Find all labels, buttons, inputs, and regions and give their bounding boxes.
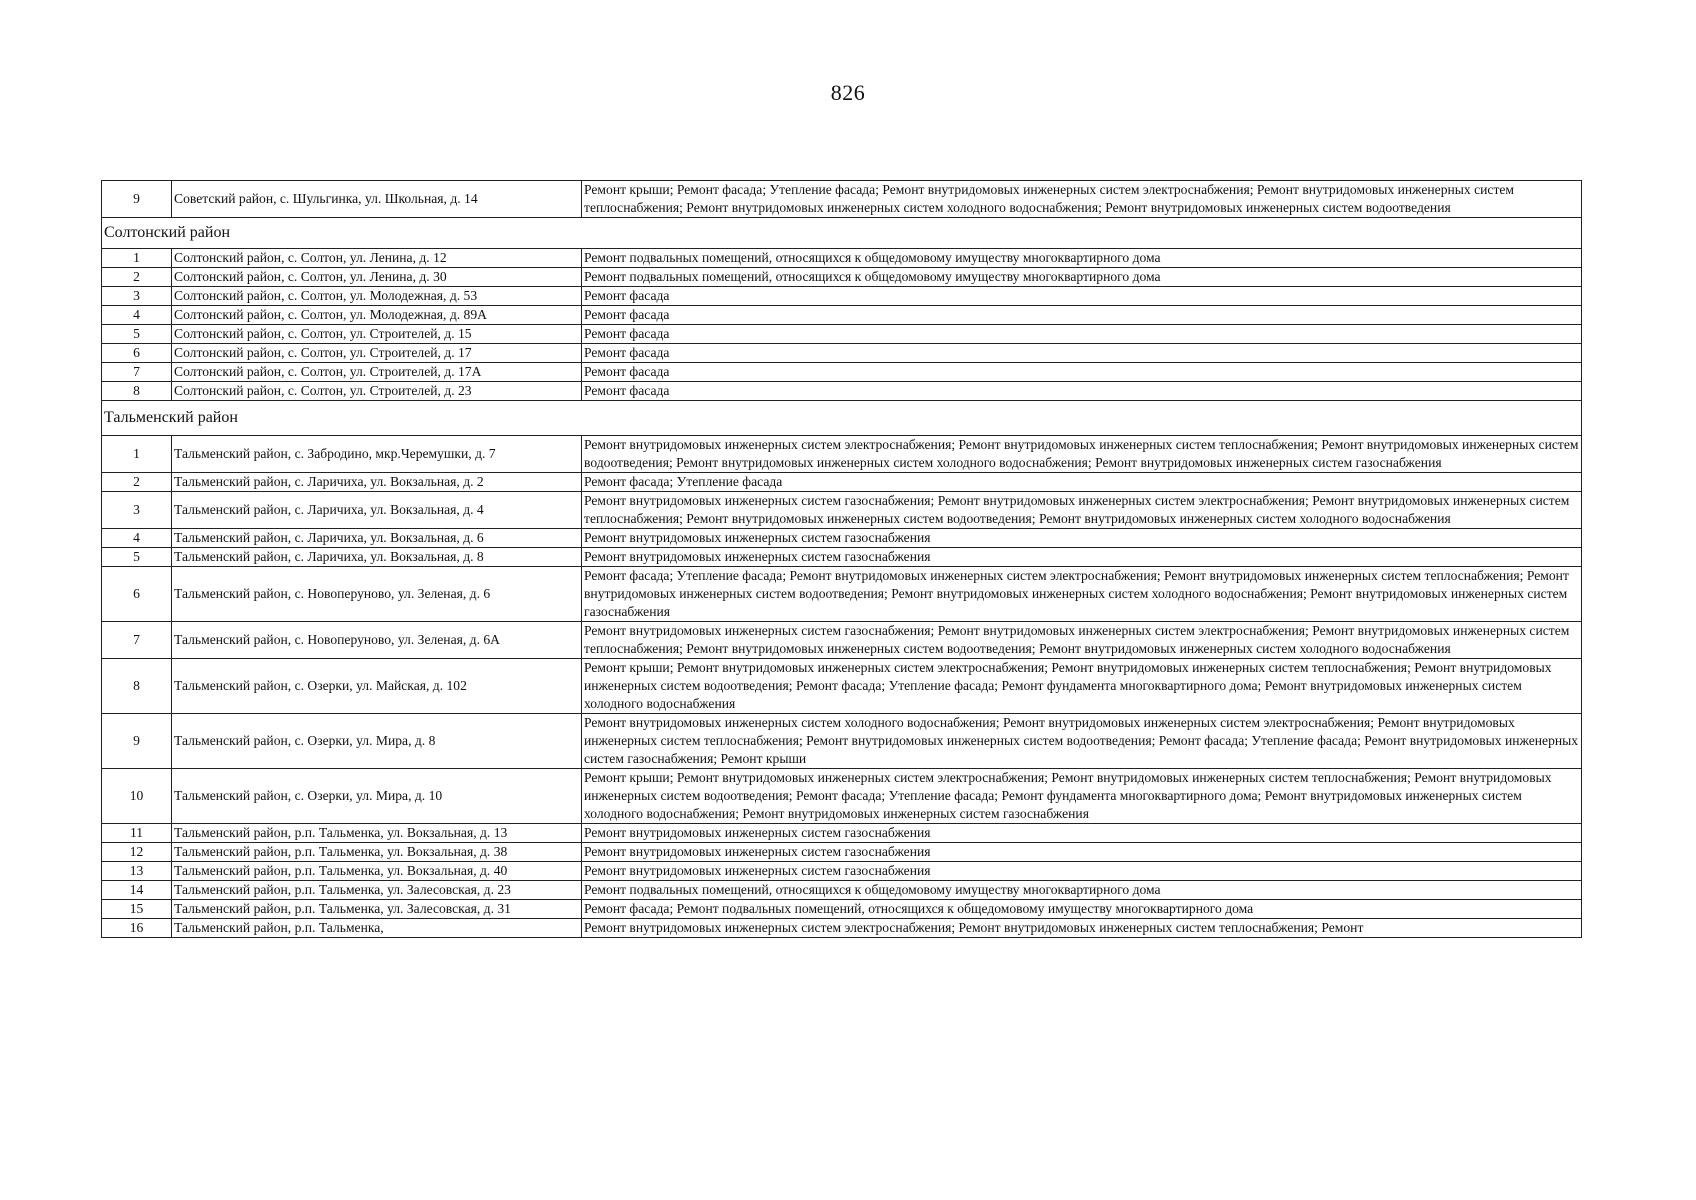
works-cell: Ремонт крыши; Ремонт внутридомовых инженерных систем электроснабжения; Ремонт внутридомовых инженерных систем теплоснабжения; Ремонт внутридомовых инженерных систем водоотведения; Ремонт фасада; Утепление фасада; Ремонт фундамента многоквартирного дома; Ремонт внутридомовых инженерных систем холодного водоснабжения [582,659,1582,714]
works-cell: Ремонт подвальных помещений, относящихся к общедомовому имуществу многоквартирного дома [582,881,1582,900]
section-title: Тальменский район [102,401,1582,436]
address-cell: Тальменский район, р.п. Тальменка, ул. Вокзальная, д. 13 [172,824,582,843]
works-cell: Ремонт внутридомовых инженерных систем газоснабжения [582,862,1582,881]
row-number-cell: 6 [102,567,172,622]
address-cell: Тальменский район, р.п. Тальменка, ул. Вокзальная, д. 40 [172,862,582,881]
address-cell: Солтонский район, с. Солтон, ул. Строителей, д. 17 [172,344,582,363]
row-number-cell: 5 [102,325,172,344]
address-cell: Солтонский район, с. Солтон, ул. Строителей, д. 23 [172,382,582,401]
works-cell: Ремонт внутридомовых инженерных систем газоснабжения [582,529,1582,548]
address-cell: Тальменский район, с. Ларичиха, ул. Вокзальная, д. 4 [172,492,582,529]
table-row [102,567,1582,622]
works-cell: Ремонт внутридомовых инженерных систем газоснабжения [582,548,1582,567]
address-cell: Тальменский район, с. Новоперуново, ул. Зеленая, д. 6 [172,567,582,622]
address-cell: Солтонский район, с. Солтон, ул. Строителей, д. 17А [172,363,582,382]
works-cell: Ремонт фасада [582,287,1582,306]
works-cell: Ремонт внутридомовых инженерных систем электроснабжения; Ремонт внутридомовых инженерных систем теплоснабжения; Ремонт [582,919,1582,938]
works-cell: Ремонт фасада [582,344,1582,363]
works-cell: Ремонт фасада; Утепление фасада [582,473,1582,492]
address-cell: Солтонский район, с. Солтон, ул. Строителей, д. 15 [172,325,582,344]
address-cell: Солтонский район, с. Солтон, ул. Молодежная, д. 89А [172,306,582,325]
table-row [102,306,1582,325]
row-number-cell: 10 [102,769,172,824]
works-cell: Ремонт подвальных помещений, относящихся к общедомовому имуществу многоквартирного дома [582,268,1582,287]
page-number: 826 [830,80,866,105]
table-row [102,382,1582,401]
row-number-cell: 1 [102,436,172,473]
table-row [102,881,1582,900]
row-number-cell: 7 [102,622,172,659]
address-cell: Советский район, с. Шульгинка, ул. Школьная, д. 14 [172,181,582,218]
address-cell: Тальменский район, с. Озерки, ул. Майская, д. 102 [172,659,582,714]
table-row [102,181,1582,218]
address-cell: Тальменский район, с. Забродино, мкр.Черемушки, д. 7 [172,436,582,473]
table-row [102,548,1582,567]
works-cell: Ремонт фасада [582,382,1582,401]
table-row [102,268,1582,287]
address-cell: Тальменский район, с. Озерки, ул. Мира, д. 8 [172,714,582,769]
section-title: Солтонский район [102,218,1582,249]
works-cell: Ремонт фасада [582,306,1582,325]
table-row [102,900,1582,919]
row-number-cell: 12 [102,843,172,862]
address-cell: Тальменский район, р.п. Тальменка, [172,919,582,938]
address-cell: Тальменский район, с. Ларичиха, ул. Вокзальная, д. 2 [172,473,582,492]
table-row [102,492,1582,529]
row-number-cell: 4 [102,529,172,548]
table-row [102,529,1582,548]
works-cell: Ремонт внутридомовых инженерных систем газоснабжения; Ремонт внутридомовых инженерных систем электроснабжения; Ремонт внутридомовых инженерных систем теплоснабжения; Ремонт внутридомовых инженерных систем водоотведения; Ремонт внутридомовых инженерных систем холодного водоснабжения [582,622,1582,659]
address-cell: Тальменский район, р.п. Тальменка, ул. Вокзальная, д. 38 [172,843,582,862]
section-row [102,401,1582,436]
table-row [102,824,1582,843]
row-number-cell: 9 [102,714,172,769]
address-cell: Тальменский район, с. Озерки, ул. Мира, д. 10 [172,769,582,824]
table-row [102,919,1582,938]
works-cell: Ремонт фасада [582,325,1582,344]
address-cell: Тальменский район, р.п. Тальменка, ул. Залесовская, д. 31 [172,900,582,919]
address-cell: Тальменский район, р.п. Тальменка, ул. Залесовская, д. 23 [172,881,582,900]
row-number-cell: 7 [102,363,172,382]
works-cell: Ремонт подвальных помещений, относящихся к общедомовому имуществу многоквартирного дома [582,249,1582,268]
table-row [102,287,1582,306]
table-row [102,714,1582,769]
works-cell: Ремонт крыши; Ремонт фасада; Утепление фасада; Ремонт внутридомовых инженерных систем электроснабжения; Ремонт внутридомовых инженерных систем теплоснабжения; Ремонт внутридомовых инженерных систем холодного водоснабжения; Ремонт внутридомовых инженерных систем водоотведения [582,181,1582,218]
row-number-cell: 8 [102,382,172,401]
row-number-cell: 9 [102,181,172,218]
row-number-cell: 1 [102,249,172,268]
table-row [102,436,1582,473]
works-cell: Ремонт фасада; Ремонт подвальных помещений, относящихся к общедомовому имуществу многоквартирного дома [582,900,1582,919]
row-number-cell: 14 [102,881,172,900]
address-cell: Солтонский район, с. Солтон, ул. Ленина, д. 12 [172,249,582,268]
table-row [102,769,1582,824]
repair-schedule-table [101,180,1582,938]
row-number-cell: 2 [102,473,172,492]
table-row [102,622,1582,659]
row-number-cell: 13 [102,862,172,881]
table-row [102,325,1582,344]
row-number-cell: 3 [102,492,172,529]
address-cell: Солтонский район, с. Солтон, ул. Молодежная, д. 53 [172,287,582,306]
works-cell: Ремонт внутридомовых инженерных систем холодного водоснабжения; Ремонт внутридомовых инженерных систем электроснабжения; Ремонт внутридомовых инженерных систем теплоснабжения; Ремонт внутридомовых инженерных систем водоотведения; Ремонт фасада; Утепление фасада; Ремонт внутридомовых инженерных систем газоснабжения; Ремонт крыши [582,714,1582,769]
row-number-cell: 2 [102,268,172,287]
works-cell: Ремонт внутридомовых инженерных систем газоснабжения; Ремонт внутридомовых инженерных систем электроснабжения; Ремонт внутридомовых инженерных систем теплоснабжения; Ремонт внутридомовых инженерных систем водоотведения; Ремонт внутридомовых инженерных систем холодного водоснабжения [582,492,1582,529]
row-number-cell: 8 [102,659,172,714]
works-cell: Ремонт внутридомовых инженерных систем электроснабжения; Ремонт внутридомовых инженерных систем теплоснабжения; Ремонт внутридомовых инженерных систем водоотведения; Ремонт внутридомовых инженерных систем холодного водоснабжения; Ремонт внутридомовых инженерных систем газоснабжения [582,436,1582,473]
table-row [102,249,1582,268]
works-cell: Ремонт фасада; Утепление фасада; Ремонт внутридомовых инженерных систем электроснабжения; Ремонт внутридомовых инженерных систем теплоснабжения; Ремонт внутридомовых инженерных систем водоотведения; Ремонт внутридомовых инженерных систем холодного водоснабжения; Ремонт внутридомовых инженерных систем газоснабжения [582,567,1582,622]
address-cell: Солтонский район, с. Солтон, ул. Ленина, д. 30 [172,268,582,287]
address-cell: Тальменский район, с. Ларичиха, ул. Вокзальная, д. 6 [172,529,582,548]
row-number-cell: 6 [102,344,172,363]
table-row [102,843,1582,862]
section-row [102,218,1582,249]
row-number-cell: 4 [102,306,172,325]
row-number-cell: 3 [102,287,172,306]
row-number-cell: 11 [102,824,172,843]
address-cell: Тальменский район, с. Новоперуново, ул. Зеленая, д. 6А [172,622,582,659]
table-row [102,862,1582,881]
works-cell: Ремонт внутридомовых инженерных систем газоснабжения [582,843,1582,862]
table-row [102,363,1582,382]
row-number-cell: 5 [102,548,172,567]
table-row [102,473,1582,492]
row-number-cell: 16 [102,919,172,938]
row-number-cell: 15 [102,900,172,919]
table-row [102,659,1582,714]
works-cell: Ремонт внутридомовых инженерных систем газоснабжения [582,824,1582,843]
works-cell: Ремонт фасада [582,363,1582,382]
works-cell: Ремонт крыши; Ремонт внутридомовых инженерных систем электроснабжения; Ремонт внутридомовых инженерных систем теплоснабжения; Ремонт внутридомовых инженерных систем водоотведения; Ремонт фасада; Утепление фасада; Ремонт фундамента многоквартирного дома; Ремонт внутридомовых инженерных систем холодного водоснабжения; Ремонт внутридомовых инженерных систем газоснабжения [582,769,1582,824]
table-row [102,344,1582,363]
address-cell: Тальменский район, с. Ларичиха, ул. Вокзальная, д. 8 [172,548,582,567]
